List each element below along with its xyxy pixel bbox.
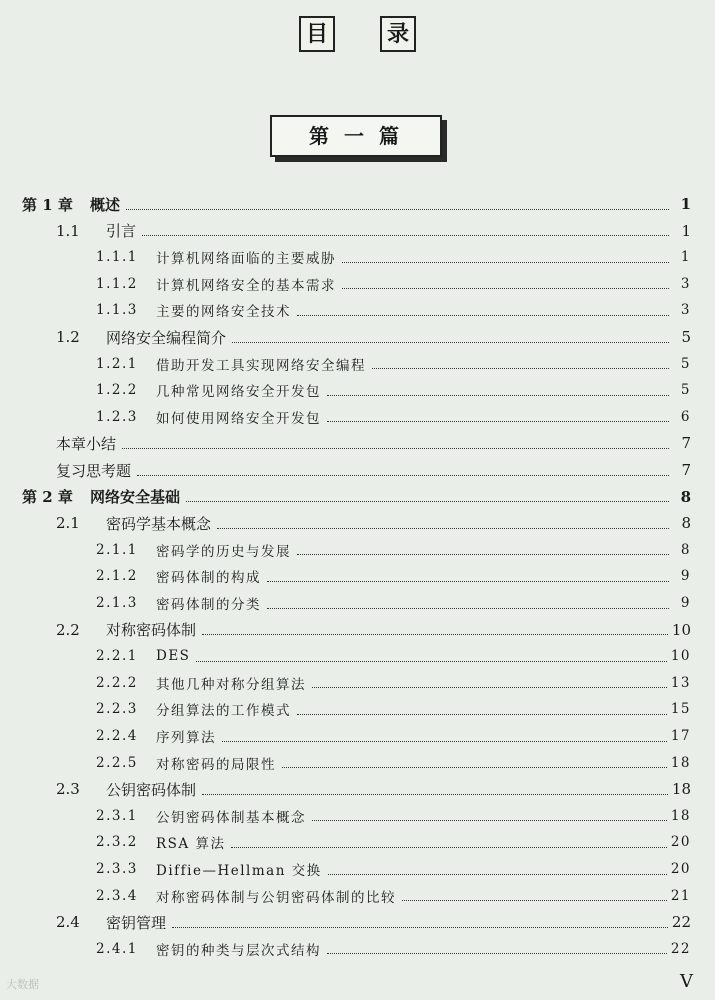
toc-leader-dots — [297, 315, 669, 316]
toc-entry[interactable] — [96, 537, 691, 563]
toc-entry-title: 序列算法 — [156, 730, 216, 746]
toc-entry-page: 18 — [671, 780, 691, 799]
toc-entry[interactable] — [96, 351, 691, 377]
toc-leader-dots — [126, 209, 669, 210]
toc-entry[interactable] — [96, 696, 691, 722]
toc-leader-dots — [222, 741, 667, 742]
toc-leader-dots — [142, 235, 669, 236]
toc-entry-title: 概述 — [90, 195, 121, 214]
toc-entry-page: 1 — [680, 195, 691, 213]
toc-entry[interactable] — [56, 430, 691, 456]
toc-entry-page: 7 — [681, 461, 691, 479]
toc-entry[interactable] — [96, 883, 691, 909]
toc-entry-title: 对称密码体制与公钥密码体制的比较 — [156, 889, 396, 906]
toc-leader-dots — [297, 554, 669, 555]
toc-entry-number: 第 1 章 — [22, 195, 73, 214]
toc-entry[interactable] — [56, 324, 691, 350]
toc-entry-title: 密码体制的分类 — [156, 597, 261, 613]
toc-entry-page: 1 — [681, 221, 691, 240]
toc-entry-number: 2.2 — [56, 620, 80, 639]
toc-leader-dots — [122, 448, 669, 449]
toc-entry-page: 21 — [670, 887, 691, 904]
toc-entry-title: 本章小结 — [56, 434, 117, 453]
toc-leader-dots — [267, 581, 669, 582]
toc-leader-dots — [327, 395, 669, 396]
toc-entry[interactable] — [96, 643, 691, 669]
toc-entry[interactable] — [56, 617, 691, 643]
toc-entry-title: 引言 — [106, 222, 137, 241]
toc-entry-number: 1.2.3 — [96, 408, 138, 425]
toc-entry-title: 复习思考题 — [56, 461, 132, 480]
toc-entry-page: 1 — [680, 249, 691, 266]
toc-leader-dots — [282, 767, 667, 768]
toc-entry-title: 密码体制的构成 — [156, 570, 261, 587]
toc-entry[interactable] — [56, 776, 691, 802]
toc-entry-number: 第 2 章 — [22, 488, 73, 507]
toc-entry-number: 2.1.3 — [96, 595, 138, 611]
toc-entry-page: 3 — [680, 275, 691, 292]
toc-entry-title: 对称密码的局限性 — [156, 756, 276, 773]
toc-leader-dots — [297, 714, 667, 715]
toc-entry-number: 2.3.4 — [96, 887, 138, 904]
toc-entry[interactable] — [96, 563, 691, 589]
toc-entry-number: 2.4.1 — [96, 940, 138, 957]
toc-entry[interactable] — [22, 484, 691, 510]
toc-entry-number: 2.4 — [56, 913, 80, 932]
toc-entry-number: 1.1 — [56, 221, 80, 240]
toc-entry[interactable] — [96, 723, 691, 749]
toc-entry-number: 1.2 — [56, 328, 80, 346]
toc-entry[interactable] — [96, 750, 691, 776]
toc-entry-page: 18 — [670, 754, 691, 771]
toc-entry-title: 网络安全编程简介 — [106, 328, 227, 347]
toc-entry[interactable] — [96, 297, 691, 323]
toc-entry-number: 2.2.4 — [96, 728, 138, 744]
toc-entry-number: 2.2.2 — [96, 674, 138, 691]
toc-entry[interactable] — [56, 218, 691, 244]
toc-entry-page: 5 — [681, 328, 691, 346]
toc-entry-page: 7 — [681, 434, 691, 453]
toc-entry-page: 9 — [680, 595, 691, 611]
toc-entry-title: RSA 算法 — [156, 836, 226, 853]
toc-entry-number: 2.1 — [56, 514, 80, 533]
toc-entry[interactable] — [22, 191, 691, 217]
toc-entry-title: 几种常见网络安全开发包 — [156, 384, 321, 401]
toc-entry-number: 1.2.2 — [96, 382, 138, 399]
toc-entry-page: 20 — [670, 861, 691, 877]
toc-entry-page: 17 — [670, 728, 691, 744]
toc-entry-page: 6 — [680, 408, 691, 425]
toc-leader-dots — [267, 608, 669, 609]
toc-entry-number: 1.1.3 — [96, 302, 138, 319]
toc-entry-number: 1.1.2 — [96, 275, 138, 292]
title-char-2: 录 — [380, 16, 416, 52]
toc-leader-dots — [231, 847, 666, 848]
title-char-1: 目 — [299, 16, 335, 52]
toc-entry[interactable] — [56, 909, 691, 935]
toc-entry-page: 3 — [680, 302, 691, 319]
toc-entry-number: 2.1.2 — [96, 568, 138, 585]
page-number: V — [680, 971, 693, 992]
toc-entry-page: 8 — [680, 487, 691, 506]
toc-entry-title: Diffie—Hellman 交换 — [156, 863, 322, 879]
toc-entry-title: 密码学基本概念 — [106, 514, 212, 533]
toc-entry-page: 15 — [670, 701, 691, 718]
toc-entry-number: 2.3.2 — [96, 834, 138, 851]
part-banner: 第 一 篇 — [270, 115, 442, 157]
toc-entry[interactable] — [96, 244, 691, 270]
toc-entry[interactable] — [96, 856, 691, 882]
toc-entry-title: 如何使用网络安全开发包 — [156, 410, 321, 427]
toc-entry-title: DES — [156, 648, 191, 665]
toc-entry-title: 计算机网络安全的基本需求 — [156, 277, 336, 294]
toc-entry[interactable] — [96, 936, 691, 962]
toc-entry-page: 8 — [680, 541, 691, 558]
toc-entry[interactable] — [96, 590, 691, 616]
toc-leader-dots — [202, 794, 668, 795]
toc-entry-page: 13 — [670, 674, 691, 691]
page-title — [0, 16, 715, 52]
toc-entry-number: 1.1.1 — [96, 249, 138, 266]
toc-entry-title: 借助开发工具实现网络安全编程 — [156, 357, 366, 374]
toc-entry-page: 8 — [681, 514, 691, 533]
toc-entry-title: 分组算法的工作模式 — [156, 703, 291, 720]
toc-entry-number: 2.2.3 — [96, 701, 138, 718]
toc-entry-number: 2.3 — [56, 780, 80, 799]
toc-entry-number: 2.3.1 — [96, 807, 138, 824]
toc-entry-title: 其他几种对称分组算法 — [156, 676, 306, 693]
toc-leader-dots — [137, 475, 669, 476]
watermark: 大数据 — [6, 978, 39, 991]
toc-entry-title: 公钥密码体制 — [106, 780, 197, 799]
toc-entry[interactable] — [56, 510, 691, 536]
toc-leader-dots — [328, 874, 667, 875]
toc-entry[interactable] — [96, 404, 691, 430]
toc-entry-title: 对称密码体制 — [106, 621, 197, 640]
toc-entry-title: 主要的网络安全技术 — [156, 304, 291, 321]
toc-leader-dots — [312, 820, 667, 821]
toc-entry-number: 1.2.1 — [96, 355, 138, 372]
toc-leader-dots — [327, 953, 667, 954]
toc-entry[interactable] — [56, 457, 691, 483]
toc-entry-page: 5 — [680, 355, 691, 372]
toc-entry-page: 20 — [670, 834, 691, 851]
toc-entry[interactable] — [96, 377, 691, 403]
toc-leader-dots — [232, 342, 669, 343]
toc-leader-dots — [172, 927, 668, 928]
toc-entry-page: 10 — [671, 620, 691, 639]
toc-entry[interactable] — [96, 803, 691, 829]
toc-entry[interactable] — [96, 670, 691, 696]
toc-entry-page: 5 — [680, 382, 691, 399]
toc-entry-title: 密码学的历史与发展 — [156, 543, 291, 560]
toc-entry-title: 公钥密码体制基本概念 — [156, 809, 306, 826]
toc-entry-title: 网络安全基础 — [90, 488, 181, 507]
toc-leader-dots — [217, 528, 669, 529]
toc-leader-dots — [342, 262, 669, 263]
toc-entry-number: 2.3.3 — [96, 861, 138, 877]
toc-entry[interactable] — [96, 829, 691, 855]
toc-entry-number: 2.2.5 — [96, 754, 138, 771]
toc-leader-dots — [196, 661, 666, 662]
toc-entry-number: 2.2.1 — [96, 648, 138, 665]
toc-entry-title: 密钥管理 — [106, 913, 167, 932]
toc-leader-dots — [327, 421, 669, 422]
toc-entry-title: 计算机网络面临的主要威胁 — [156, 251, 336, 268]
toc-entry-title: 密钥的种类与层次式结构 — [156, 942, 321, 959]
toc-leader-dots — [186, 501, 669, 502]
toc-leader-dots — [402, 900, 667, 901]
toc-entry-page: 22 — [671, 913, 691, 932]
toc-entry-page: 18 — [670, 807, 691, 824]
toc-entry-page: 10 — [670, 648, 691, 665]
toc-entry-page: 9 — [680, 568, 691, 585]
toc-leader-dots — [372, 368, 669, 369]
toc-entry-number: 2.1.1 — [96, 541, 138, 558]
toc-leader-dots — [342, 288, 669, 289]
toc-entry[interactable] — [96, 271, 691, 297]
toc-leader-dots — [312, 687, 667, 688]
toc-leader-dots — [202, 634, 668, 635]
toc-entry-page: 22 — [670, 940, 691, 957]
